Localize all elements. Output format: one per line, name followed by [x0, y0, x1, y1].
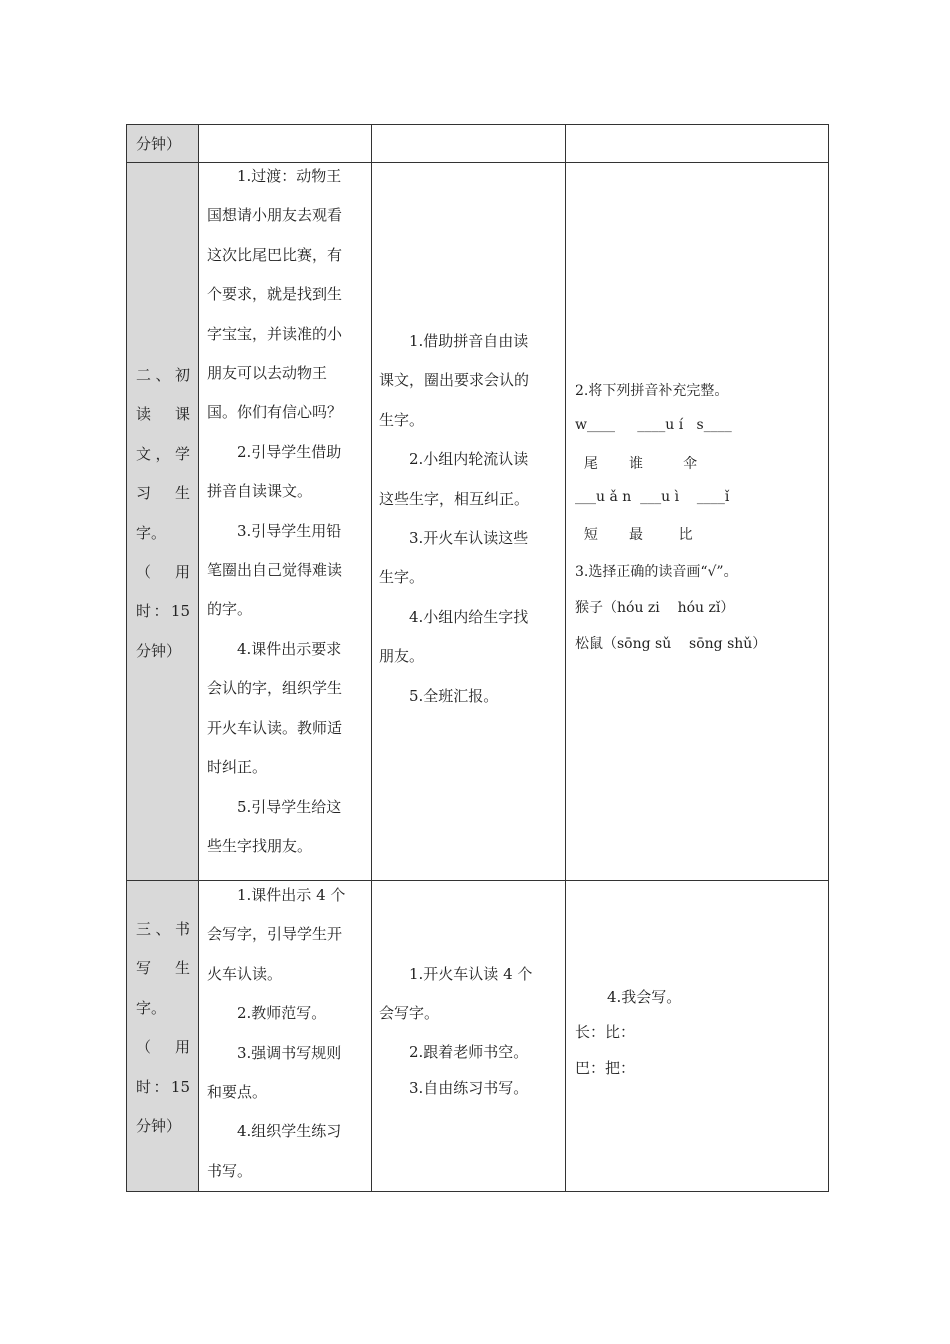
student-line: 1.开火车认读 4 个: [409, 965, 533, 983]
teacher-line: 火车认读。: [207, 964, 283, 983]
student-line: 4.小组内给生字找: [409, 607, 529, 626]
row2-stage-text: [136, 356, 190, 671]
reading-choice: 猴子（hóu zi hóu zǐ）: [575, 600, 735, 616]
teacher-line: 朋友可以去动物王: [207, 364, 328, 383]
exercise-instruction: 4.我会写。: [607, 988, 682, 1006]
stage-line: 三、书: [136, 920, 190, 938]
student-line: 3.自由练习书写。: [409, 1078, 529, 1097]
student-line: 朋友。: [379, 647, 425, 666]
teacher-line: 和要点。: [207, 1083, 268, 1102]
table-border-left: [126, 124, 127, 1192]
teacher-line: 5.引导学生给这: [237, 797, 342, 816]
writing-practice-row: 长：比：: [575, 1023, 636, 1041]
column-divider-1: [198, 124, 199, 1192]
writing-practice-row: 巴：把：: [575, 1059, 636, 1077]
row3-stage-text: [136, 910, 190, 1146]
teacher-line: 的字。: [207, 600, 253, 619]
stage-line: 分钟）: [136, 1116, 182, 1135]
teacher-line: 1.课件出示 4 个: [237, 886, 346, 904]
stage-line: 写 生: [136, 959, 190, 978]
student-line: 1.借助拼音自由读: [409, 332, 529, 350]
row1-stage-text: [136, 125, 192, 164]
character-row: 尾 谁 伞: [575, 456, 698, 472]
teacher-line: 会写字，引导学生开: [207, 925, 343, 944]
student-line: 3.开火车认读这些: [409, 529, 529, 548]
teacher-line: 拼音自读课文。: [207, 482, 313, 501]
teacher-line: 4.组织学生练习: [237, 1122, 342, 1141]
teacher-line: 些生字找朋友。: [207, 836, 313, 855]
teacher-line: 书写。: [207, 1161, 253, 1180]
stage-line: 分钟）: [136, 641, 182, 660]
character-row: 短 最 比: [575, 527, 693, 543]
teacher-line: 字宝宝，并读准的小: [207, 324, 343, 343]
teacher-line: 时纠正。: [207, 758, 268, 777]
row3-teacher-activities: [207, 876, 367, 1191]
stage-line: 文，学: [136, 444, 190, 463]
pinyin-blank-row: w____ ____u í s____: [575, 417, 732, 433]
student-line: 5.全班汇报。: [409, 686, 499, 705]
student-line: 课文，圈出要求会认的: [379, 371, 530, 390]
teacher-line: 3.强调书写规则: [237, 1043, 342, 1062]
student-line: 会写字。: [379, 1004, 440, 1023]
student-line: 这些生字，相互纠正。: [379, 489, 530, 508]
teacher-line: 1.过渡：动物王: [237, 167, 342, 185]
student-line: 生字。: [379, 568, 425, 587]
stage-line: 时：15: [136, 1077, 190, 1096]
stage-line: （ 用: [136, 562, 190, 581]
reading-choice: 松鼠（sōng sǔ sōng shǔ）: [575, 636, 767, 652]
stage-line: 分钟）: [136, 135, 182, 153]
teacher-line: 2.教师范写。: [237, 1004, 327, 1023]
teacher-line: 会认的字，组织学生: [207, 679, 343, 698]
stage-line: 二、初: [136, 366, 190, 384]
teacher-line: 这次比尾巴比赛，有: [207, 245, 343, 264]
teacher-line: 国想请小朋友去观看: [207, 206, 343, 225]
teacher-line: 国。你们有信心吗？: [207, 403, 343, 422]
exercise-instruction: 3.选择正确的读音画“√”。: [575, 564, 738, 580]
stage-line: （ 用: [136, 1038, 190, 1057]
row2-student-activities: [379, 322, 561, 716]
teacher-line: 开火车认读。教师适: [207, 718, 343, 737]
stage-line: 时：15: [136, 602, 190, 621]
table-border-top: [126, 124, 829, 125]
stage-line: 字。: [136, 998, 167, 1017]
teacher-line: 3.引导学生用铅: [237, 521, 342, 540]
exercise-instruction: 2.将下列拼音补充完整。: [575, 383, 729, 399]
table-border-right: [828, 124, 829, 1192]
row3-student-activities: [379, 955, 563, 1106]
teacher-line: 2.引导学生借助: [237, 442, 342, 461]
column-divider-2: [371, 124, 372, 1192]
pinyin-blank-row: ___u ǎ n ___u ì ____ǐ: [575, 489, 730, 505]
stage-line: 习 生: [136, 484, 190, 503]
row2-teacher-activities: [207, 157, 365, 866]
teacher-line: 个要求，就是找到生: [207, 285, 343, 304]
teacher-line: 笔圈出自己觉得难读: [207, 561, 343, 580]
stage-line: 读 课: [136, 405, 190, 424]
student-line: 2.小组内轮流认读: [409, 450, 529, 469]
stage-line: 字。: [136, 523, 167, 542]
teacher-line: 4.课件出示要求: [237, 639, 342, 658]
column-divider-3: [565, 124, 566, 1192]
student-line: 生字。: [379, 410, 425, 429]
student-line: 2.跟着老师书空。: [409, 1042, 529, 1061]
